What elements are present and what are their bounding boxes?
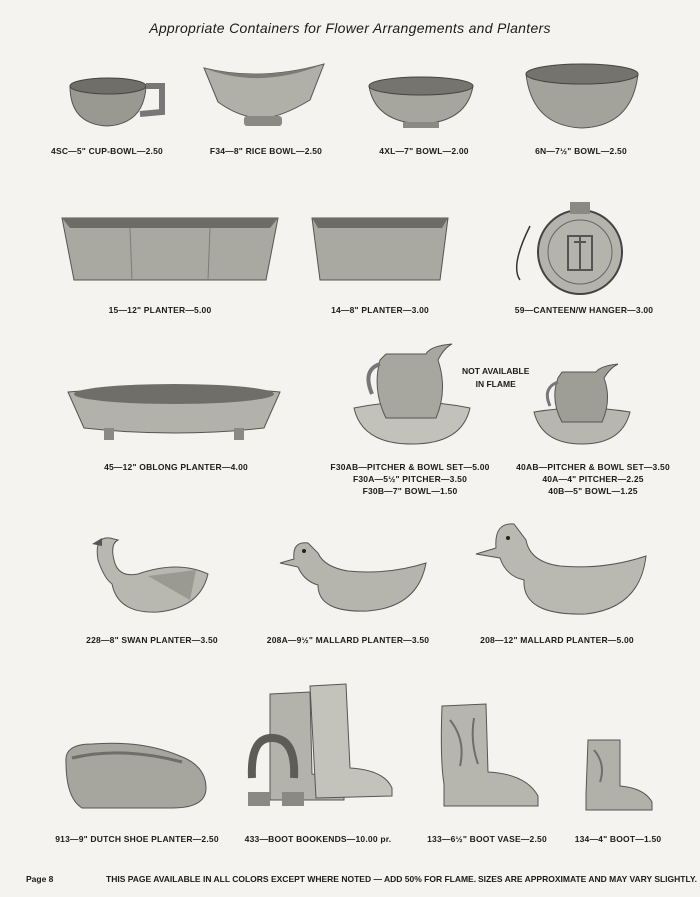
caption-4sc: 4SC—5" CUP-BOWL—2.50 [51,146,163,156]
caption-134: 134—4" BOOT—1.50 [574,834,662,844]
mallard-9-image [278,533,430,615]
mallard-12-image [474,516,649,618]
caption-133: 133—6½" BOOT VASE—2.50 [427,834,547,844]
caption-4xl: 4XL—7" BOWL—2.00 [379,146,469,156]
pitcher-bowl-set-f30-image [350,340,475,448]
boot-vase-image [430,700,542,812]
caption-40ab [516,461,670,497]
caption-45: 45—12" OBLONG PLANTER—4.00 [104,462,248,472]
caption-59: 59—CANTEEN/W HANGER—3.00 [514,305,654,315]
caption-228: 228—8" SWAN PLANTER—3.50 [86,635,218,645]
caption-f30ab [330,461,489,497]
caption-f30ab-line1: F30AB—PITCHER & BOWL SET—5.00 [330,462,490,472]
bowl-7-half-image [522,62,642,134]
planter-8-image [310,210,450,285]
caption-40ab-line1: 40AB—PITCHER & BOWL SET—3.50 [516,462,670,472]
caption-14: 14—8" PLANTER—3.00 [331,305,429,315]
caption-6n: 6N—7½" BOWL—2.50 [535,146,627,156]
canteen-image [510,196,640,296]
caption-15: 15—12" PLANTER—5.00 [108,305,212,315]
page-title: Appropriate Containers for Flower Arrangements and Planters [149,20,551,36]
page-number: Page 8 [26,874,54,884]
caption-433: 433—BOOT BOOKENDS—10.00 pr. [244,834,392,844]
caption-40ab-line3: 40B—5" BOWL—1.25 [548,486,638,496]
sizes-note: SIZES ARE APPROXIMATE AND MAY VARY SLIGHTLY. [478,874,697,884]
planter-12-image [60,210,280,285]
not-available-note [462,365,529,391]
oblong-planter-image [64,378,284,448]
caption-f30ab-line2: F30A—5½" PITCHER—3.50 [352,474,468,484]
boot-bookends-image [246,682,396,810]
dutch-shoe-image [62,738,210,814]
bowl-7-image [365,72,477,132]
pitcher-bowl-set-40-image [530,362,634,448]
rice-bowl-image [200,60,330,135]
note-line-1: NOT AVAILABLE [462,366,530,376]
caption-f34: F34—8" RICE BOWL—2.50 [209,146,323,156]
caption-208a: 208A—9½" MALLARD PLANTER—3.50 [266,635,430,645]
swan-planter-image [88,530,213,616]
cup-bowl-image [62,72,172,132]
caption-40ab-line2: 40A—4" PITCHER—2.25 [542,474,644,484]
caption-913: 913—9" DUTCH SHOE PLANTER—2.50 [55,834,219,844]
caption-208: 208—12" MALLARD PLANTER—5.00 [480,635,634,645]
caption-f30ab-line3: F30B—7" BOWL—1.50 [362,486,458,496]
colors-note: THIS PAGE AVAILABLE IN ALL COLORS EXCEPT WHERE NOTED — ADD 50% FOR FLAME. [106,874,477,884]
note-line-2: IN FLAME [475,379,516,389]
boot-4-image [578,736,656,814]
